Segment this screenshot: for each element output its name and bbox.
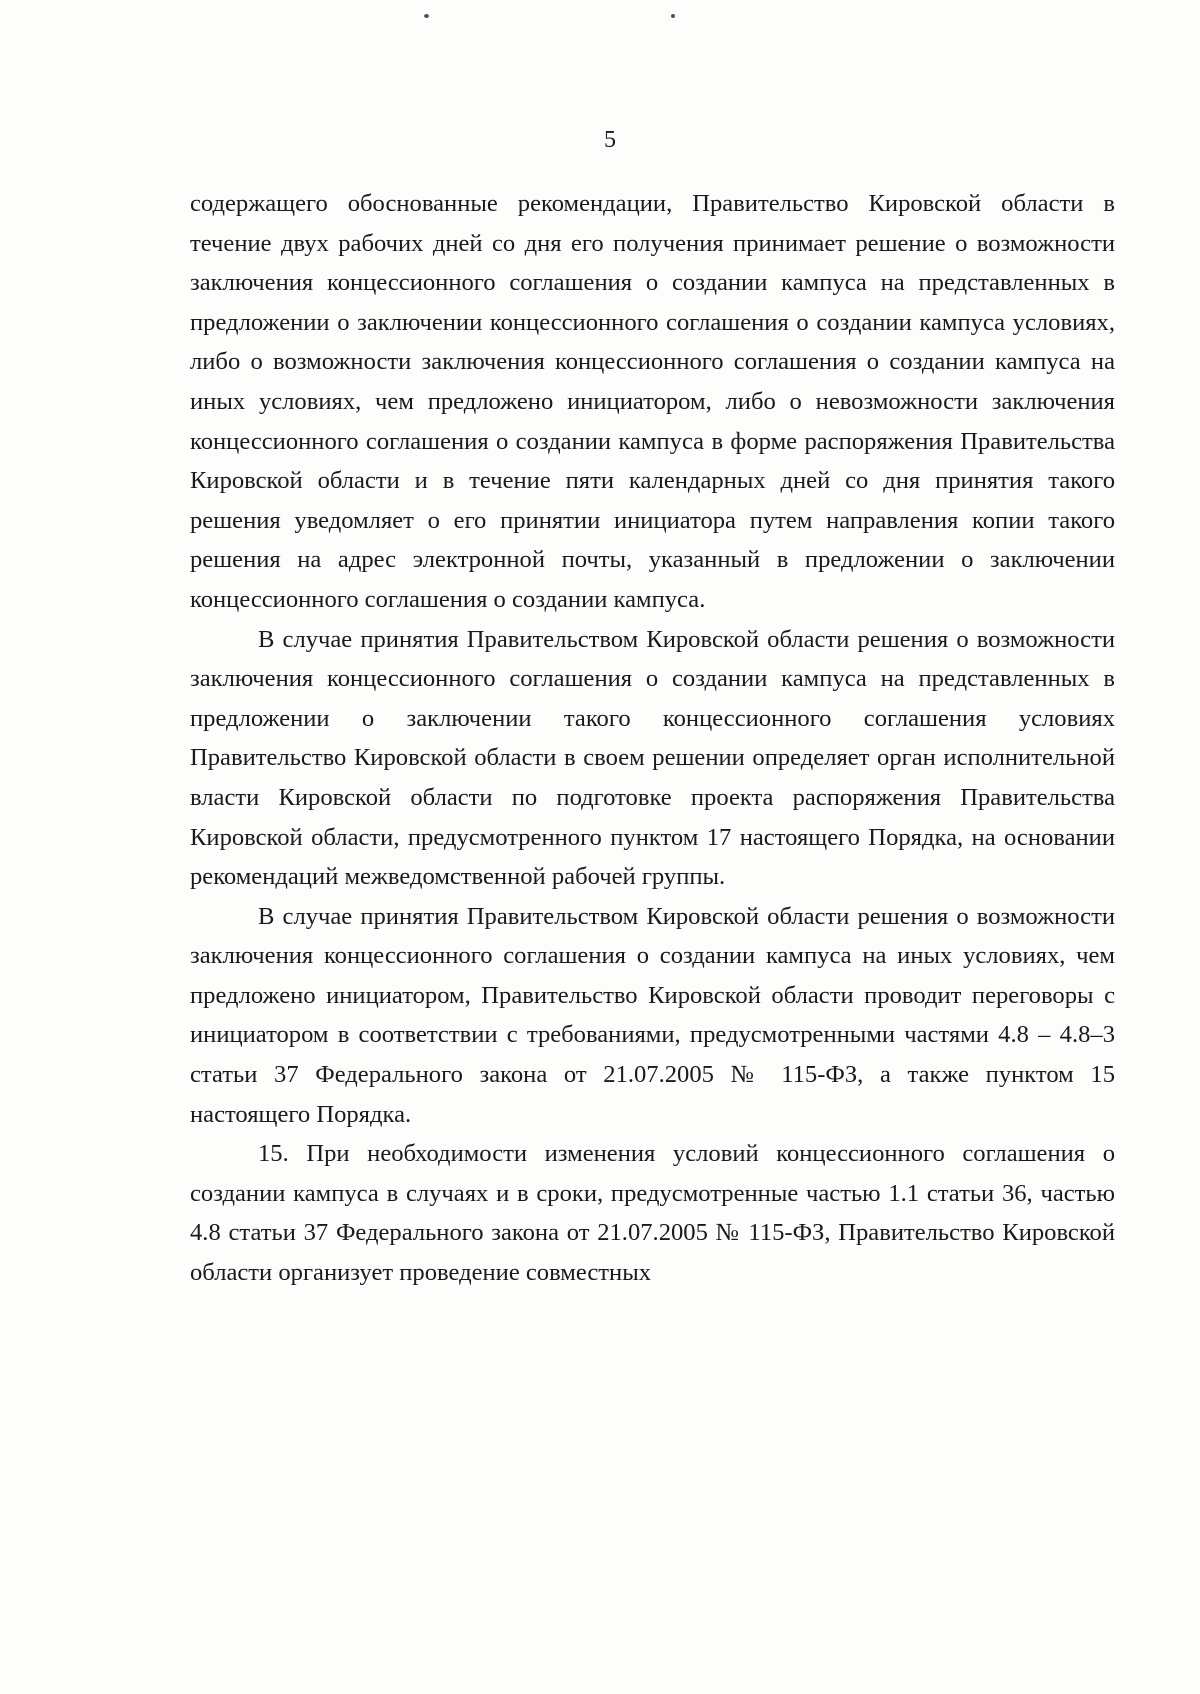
scan-speck bbox=[424, 14, 429, 18]
page-number: 5 bbox=[604, 127, 616, 153]
body-text bbox=[190, 184, 1115, 1293]
paragraph-4-item-15: 15. При необходимости изменения условий концессионного соглашения о создании кампуса в случаях и в сроки, предусмотренные частью 1.1 статьи 36, частью 4.8 статьи 37 Федерального закона от 21.07.2005 № 115-ФЗ, Правительство Кировской области организует проведение совместных bbox=[190, 1140, 1115, 1287]
paragraph-1: содержащего обоснованные рекомендации, Правительство Кировской области в течение двух рабочих дней со дня его получения принимает решение о возможности заключения концессионного соглашения о создании кампуса на представленных в предложении о заключении концессионного соглашения о создании кампуса условиях, либо о возможности заключения концессионного соглашения о создании кампуса на иных условиях, чем предложено инициатором, либо о невозможности заключения концессионного соглашения о создании кампуса в форме распоряжения Правительства Кировской области и в течение пяти календарных дней со дня принятия такого решения уведомляет о его принятии инициатора путем направления копии такого решения на адрес электронной почты, указанный в предложении о заключении концессионного соглашения о создании кампуса. bbox=[190, 190, 1115, 613]
scan-speck bbox=[671, 14, 675, 18]
paragraph-3: В случае принятия Правительством Кировской области решения о возможности заключения концессионного соглашения о создании кампуса на иных условиях, чем предложено инициатором, Правительство Кировской области проводит переговоры с инициатором в соответствии с требованиями, предусмотренными частями 4.8 – 4.8–3 статьи 37 Федерального закона от 21.07.2005 № 115-ФЗ, а также пунктом 15 настоящего Порядка. bbox=[190, 902, 1115, 1128]
paragraph-2: В случае принятия Правительством Кировской области решения о возможности заключения концессионного соглашения о создании кампуса на представленных в предложении о заключении такого концессионного соглашения условиях Правительство Кировской области в своем решении определяет орган исполнительной власти Кировской области по подготовке проекта распоряжения Правительства Кировской области, предусмотренного пунктом 17 настоящего Порядка, на основании рекомендаций межведомственной рабочей группы. bbox=[190, 625, 1115, 891]
